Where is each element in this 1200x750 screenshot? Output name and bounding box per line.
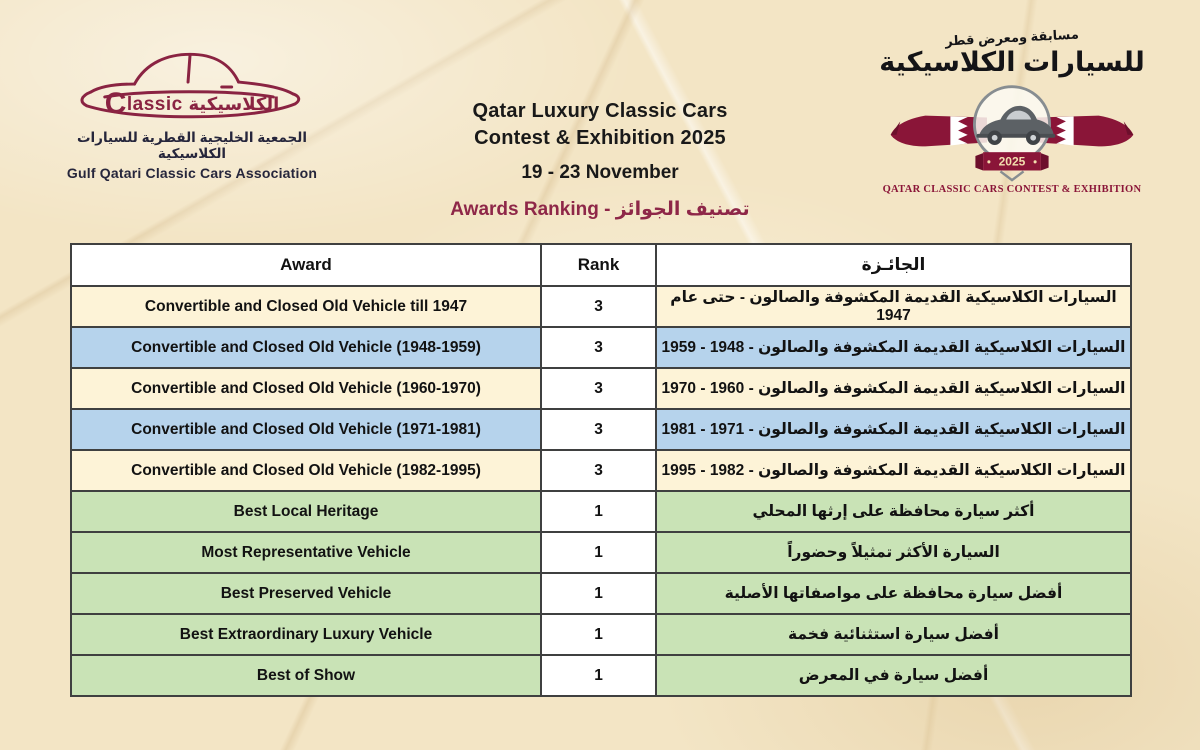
table-row (71, 573, 1131, 614)
award-cell: Convertible and Closed Old Vehicle (1948-1959) (71, 327, 541, 368)
award-cell: Convertible and Closed Old Vehicle (1971-1981) (71, 409, 541, 450)
award-arabic-cell: السيارات الكلاسيكية القديمة المكشوفة والصالون - 1948 - 1959 (656, 327, 1131, 368)
rank-cell: 1 (541, 491, 656, 532)
table-row (71, 614, 1131, 655)
event-dates: 19 - 23 November (521, 162, 679, 183)
award-cell: Best Preserved Vehicle (71, 573, 541, 614)
award-cell: Best Local Heritage (71, 491, 541, 532)
wordmark-big-c: C (104, 87, 127, 120)
rank-cell: 1 (541, 655, 656, 696)
award-cell: Most Representative Vehicle (71, 532, 541, 573)
qatar-flag-left-icon (891, 116, 987, 147)
award-cell: Convertible and Closed Old Vehicle till 1947 (71, 286, 541, 327)
award-cell: Best of Show (71, 655, 541, 696)
shield-point (1000, 171, 1023, 180)
award-arabic-cell: السيارات الكلاسيكية القديمة المكشوفة والصالون - 1982 - 1995 (656, 450, 1131, 491)
emblem-year: 2025 (998, 154, 1026, 169)
awards-table-body (71, 286, 1131, 696)
awards-table-wrap (70, 243, 1130, 697)
award-arabic-cell: السيارة الأكثر تمثيلاً وحضوراً (656, 532, 1131, 573)
table-row (71, 532, 1131, 573)
award-cell: Best Extraordinary Luxury Vehicle (71, 614, 541, 655)
rank-cell: 3 (541, 327, 656, 368)
org-name-english: Gulf Qatari Classic Cars Association (66, 165, 318, 181)
rank-cell: 3 (541, 450, 656, 491)
award-arabic-cell: السيارات الكلاسيكية القديمة المكشوفة والصالون - حتى عام 1947 (656, 286, 1131, 327)
awards-table (70, 243, 1132, 697)
logo-tagline-arabic: مسابقة ومعرض قطر (944, 26, 1080, 49)
table-row (71, 327, 1131, 368)
award-cell: Convertible and Closed Old Vehicle (1982-1995) (71, 450, 541, 491)
qccce-logo (872, 26, 1152, 195)
logo-caption: QATAR CLASSIC CARS CONTEST & EXHIBITION (882, 184, 1142, 195)
rank-cell: 1 (541, 532, 656, 573)
table-header-row (71, 244, 1131, 286)
classic-car-emblem-icon (886, 79, 1138, 183)
rank-cell: 1 (541, 614, 656, 655)
event-title-line2: Contest & Exhibition 2025 (474, 127, 726, 149)
awards-ranking-subtitle: Awards Ranking - تصنيف الجوائز (450, 199, 750, 220)
award-arabic-cell: أفضل سيارة محافظة على مواصفاتها الأصلية (656, 573, 1131, 614)
award-arabic-cell: أكثر سيارة محافظة على إرثها المحلي (656, 491, 1131, 532)
wordmark-arabic: الكلاسيكية (188, 94, 280, 114)
table-row (71, 450, 1131, 491)
award-arabic-cell: أفضل سيارة في المعرض (656, 655, 1131, 696)
org-name-arabic: الجمعية الخليجية القطرية للسيارات الكلاسيكية (76, 130, 307, 161)
table-row (71, 409, 1131, 450)
rank-column-header: Rank (541, 244, 656, 286)
table-row (71, 368, 1131, 409)
award-column-header: Award (71, 244, 541, 286)
award-cell: Convertible and Closed Old Vehicle (1960-1970) (71, 368, 541, 409)
award-arabic-cell: السيارات الكلاسيكية القديمة المكشوفة والصالون - 1971 - 1981 (656, 409, 1131, 450)
table-row (71, 286, 1131, 327)
table-row (71, 655, 1131, 696)
award-arabic-cell: السيارات الكلاسيكية القديمة المكشوفة والصالون - 1960 - 1970 (656, 368, 1131, 409)
event-title-line1: Qatar Luxury Classic Cars (472, 100, 728, 122)
rank-cell: 1 (541, 573, 656, 614)
year-banner (975, 152, 1048, 170)
award-arabic-cell: أفضل سيارة استثنائية فخمة (656, 614, 1131, 655)
table-row (71, 491, 1131, 532)
wordmark-latin: lassic (126, 94, 183, 115)
prize-column-header: الجائـزة (656, 244, 1131, 286)
logo-title-arabic: للسيارات الكلاسيكية (879, 47, 1145, 77)
rank-cell: 3 (541, 368, 656, 409)
rank-cell: 3 (541, 286, 656, 327)
rank-cell: 3 (541, 409, 656, 450)
